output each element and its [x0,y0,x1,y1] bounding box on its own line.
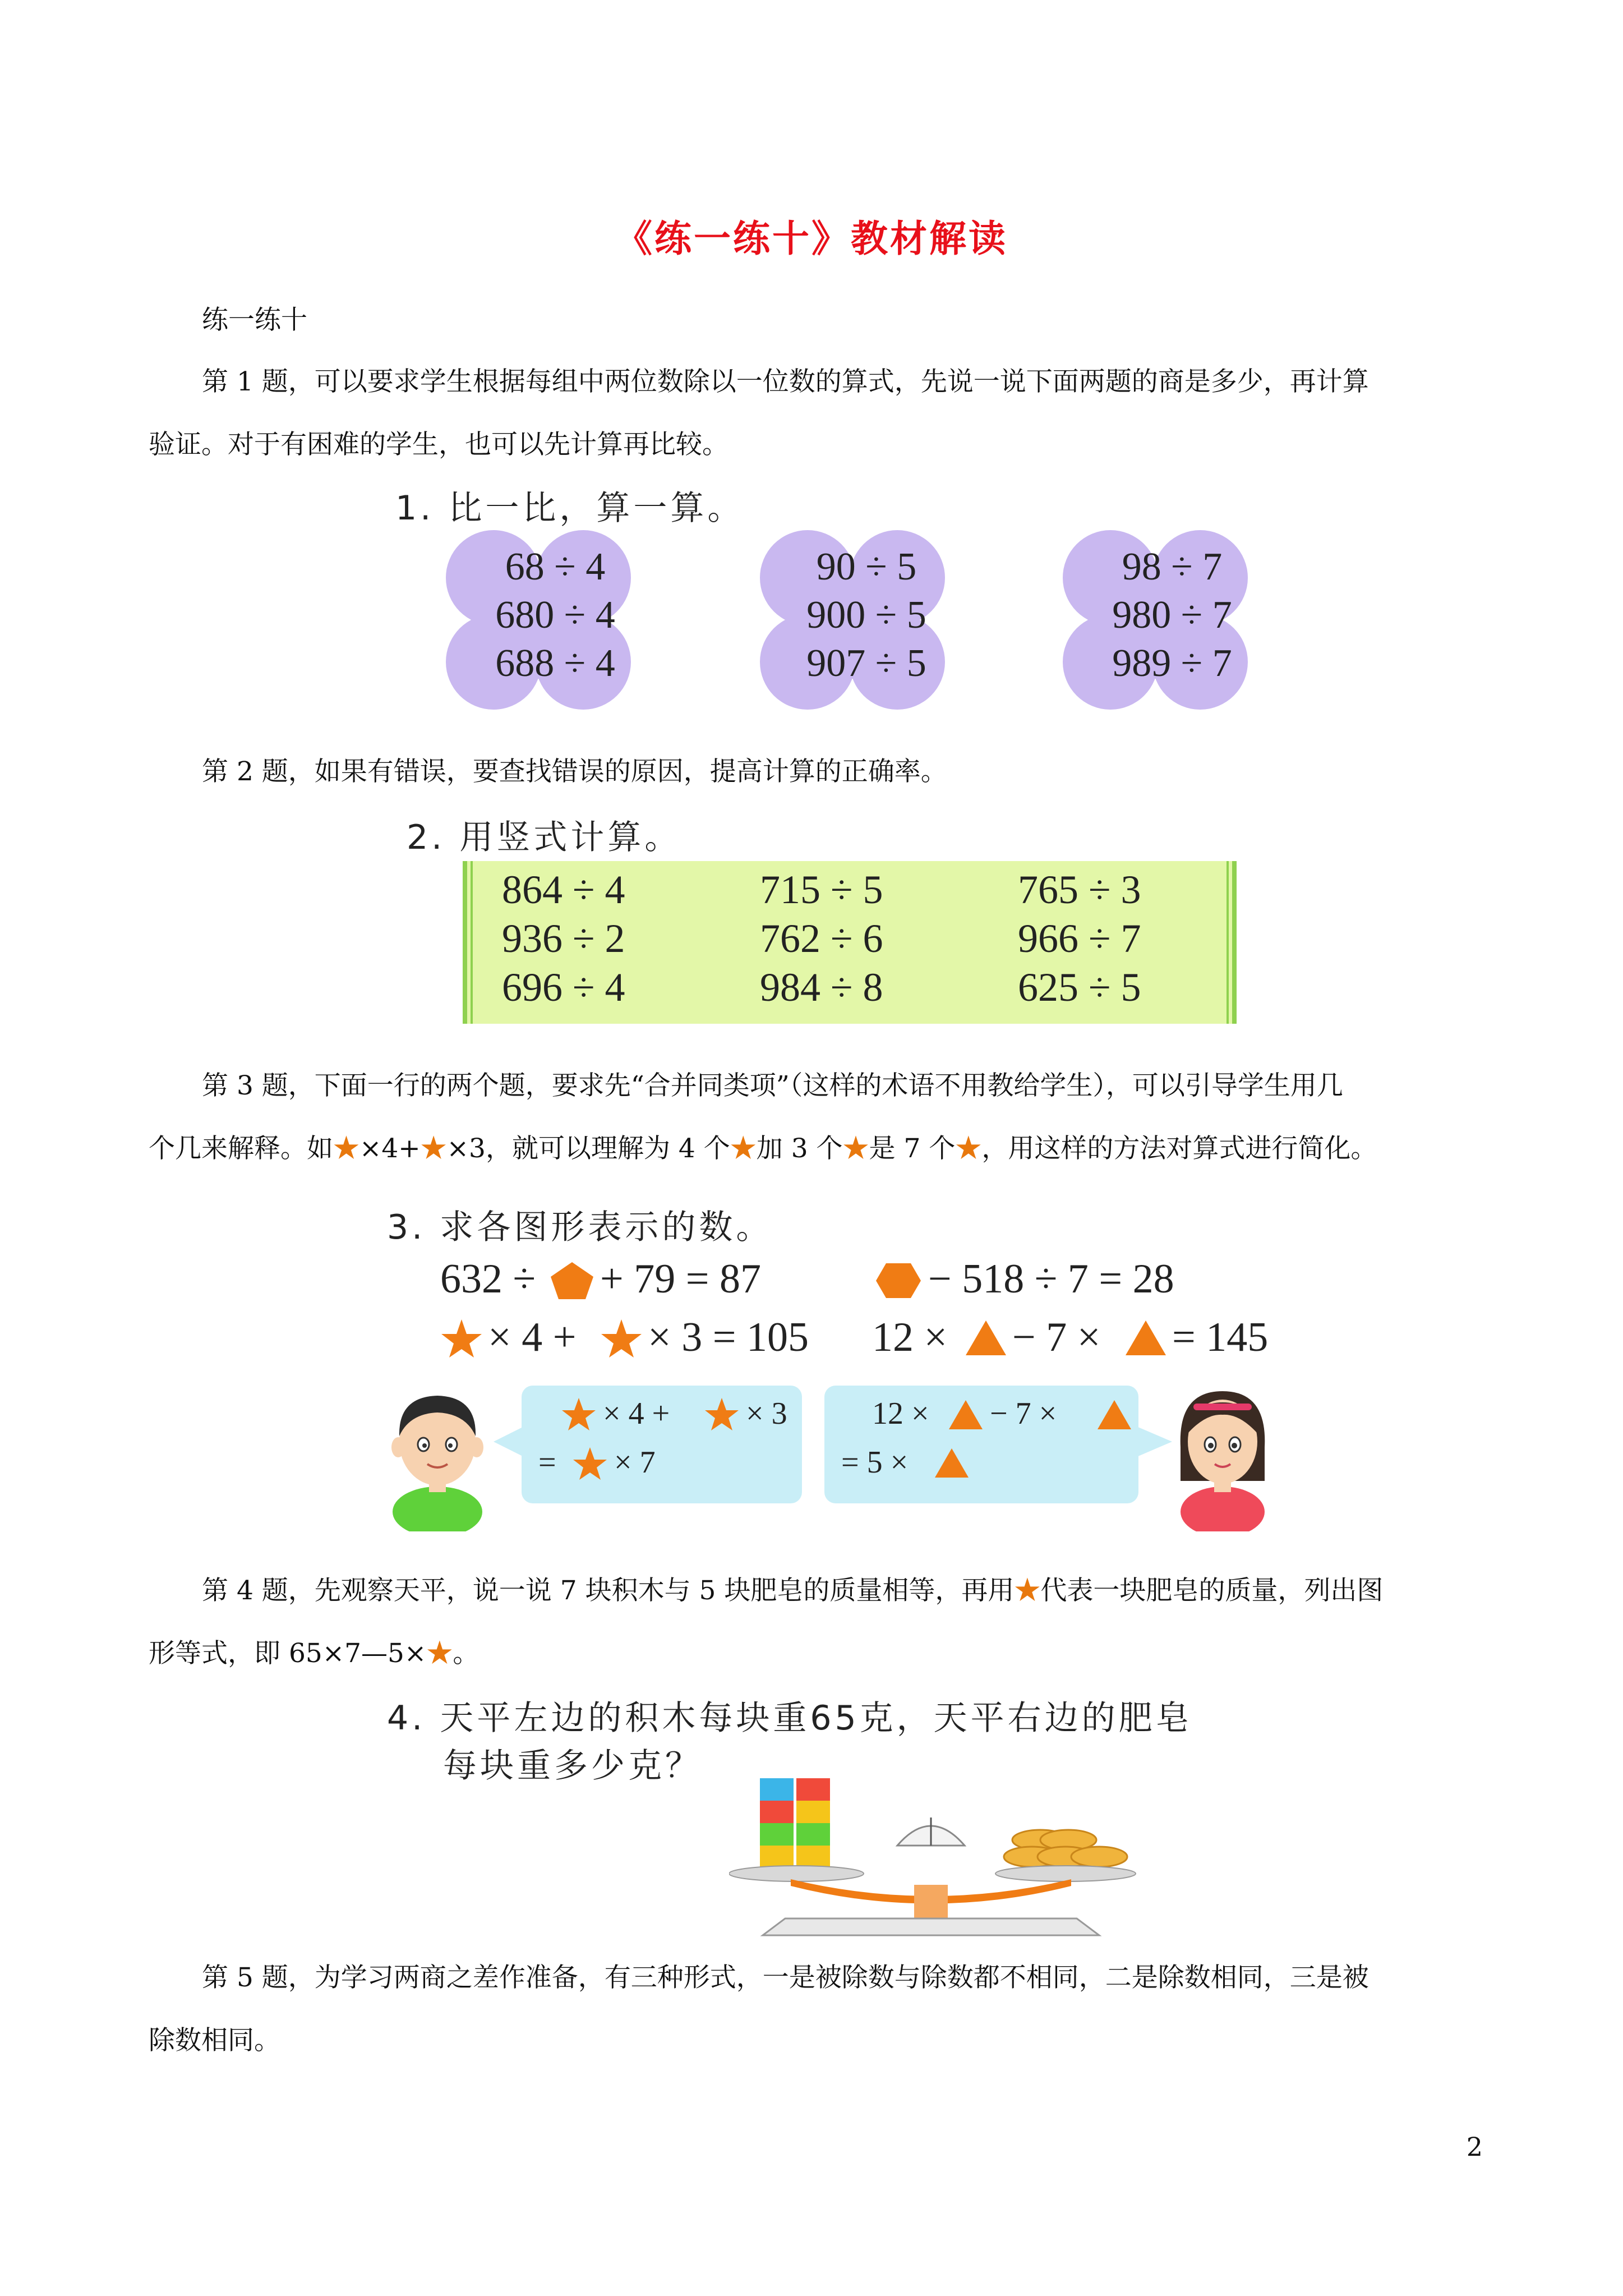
exercise-2-heading: 2. 用竖式计算。 [407,818,682,857]
exercise-4-heading-2: 每块重多少克？ [443,1746,702,1786]
star-icon: ★ [426,1638,453,1669]
clover-group-3: 98 ÷ 7 980 ÷ 7 989 ÷ 7 [1112,545,1232,685]
star-icon: ★ [333,1133,359,1164]
bubble1-line1-b: × 3 [746,1396,787,1431]
ex3-eq3-a: × 4 + [488,1314,577,1360]
ex3-eq4-c: = 145 [1172,1314,1269,1360]
star-icon [572,1446,608,1481]
hexagon-icon [875,1262,922,1299]
page-title: 《练一练十》教材解读 [615,217,1008,260]
page-number: 2 [1466,2132,1483,2162]
ex3-eq1-b: + 79 = 87 [600,1256,761,1302]
triangle-icon [1096,1399,1132,1430]
ex3-eq2: − 518 ÷ 7 = 28 [928,1256,1174,1302]
triangle-icon [934,1447,970,1479]
star-icon: ★ [420,1133,447,1164]
bubble1-line2-a: = [538,1445,556,1480]
paragraph-2: 第 2 题，如果有错误，要查找错误的原因，提高计算的正确率。 [202,756,947,787]
triangle-icon [965,1319,1007,1356]
bubble2-line2-a: = 5 × [841,1445,909,1480]
ex3-eq4-b: − 7 × [1012,1314,1101,1360]
clover-group-2: 90 ÷ 5 900 ÷ 5 907 ÷ 5 [806,545,926,685]
balance-scale-illustration [729,1767,1178,1941]
ex3-eq3-b: × 3 = 105 [648,1314,809,1360]
pentagon-icon [550,1261,594,1300]
girl-illustration [1166,1380,1279,1531]
boy-illustration [381,1386,494,1531]
exercise-3-heading: 3. 求各图形表示的数。 [387,1208,773,1247]
paragraph-3: 第 3 题，下面一行的两个题，要求先“合并同类项”（这样的术语不用教给学生），可以引导学生用几 个几来解释。如★×4+★×3，就可以理解为 4 个★加 3 个★是 7 个★，用这样的方法对算式进行简化。 [149,1070,1377,1164]
clover-group-1: 68 ÷ 4 680 ÷ 4 688 ÷ 4 [495,545,615,685]
triangle-icon [1124,1319,1167,1356]
paragraph-5: 第 5 题，为学习两商之差作准备，有三种形式，一是被除数与除数都不相同，二是除数相同，三是被 除数相同。 [149,1962,1369,2056]
star-icon [440,1318,483,1359]
triangle-icon [948,1399,984,1430]
bubble1-line1-a: × 4 + [603,1396,670,1431]
ex3-eq1-a: 632 ÷ [440,1256,536,1302]
bubble2-line1-b: − 7 × [990,1396,1057,1431]
exercise-1-heading: 1. 比一比，算一算。 [395,489,745,528]
bubble2-line1-a: 12 × [872,1396,929,1431]
star-icon: ★ [730,1133,757,1164]
star-icon: ★ [955,1133,982,1164]
star-icon [561,1397,597,1432]
star-icon [600,1318,643,1359]
star-icon: ★ [842,1133,869,1164]
ex3-eq4-a: 12 × [872,1314,948,1360]
section-heading: 练一练十 [202,305,307,335]
star-icon: ★ [1014,1575,1041,1606]
paragraph-4: 第 4 题，先观察天平，说一说 7 块积木与 5 块肥皂的质量相等，再用★代表一块肥皂的质量，列出图 形等式，即 65×7—5×★。 [149,1575,1384,1669]
star-icon [704,1397,740,1432]
bubble1-line2-b: × 7 [614,1445,656,1480]
paragraph-1: 第 1 题，可以要求学生根据每组中两位数除以一位数的算式，先说一说下面两题的商是多少，再计算 验证。对于有困难的学生，也可以先计算再比较。 [149,366,1369,460]
exercise-4-heading-1: 4. 天平左边的积木每块重65克，天平右边的肥皂 [387,1699,1193,1738]
